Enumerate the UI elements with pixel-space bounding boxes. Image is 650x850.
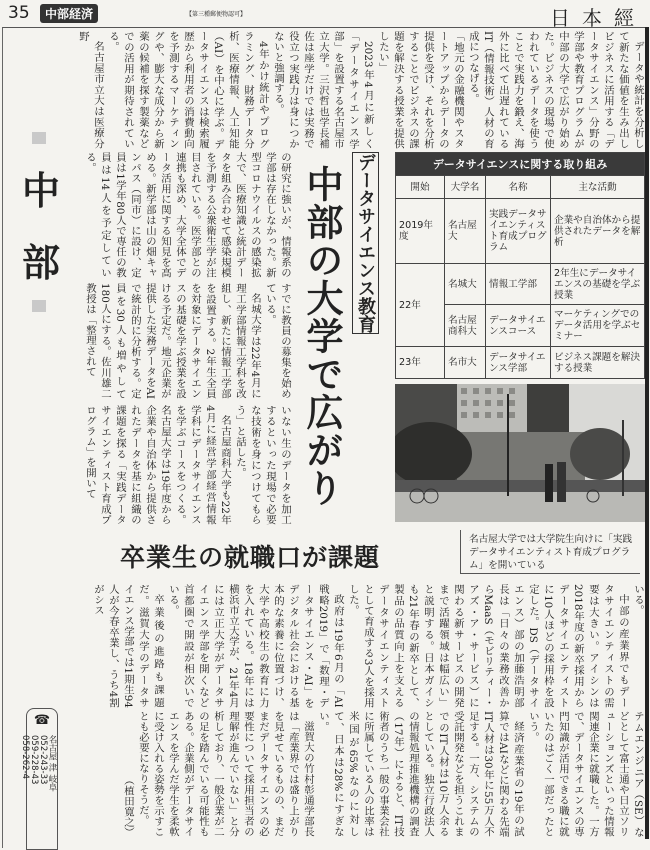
phone-labels: 名古屋 津 岐阜: [47, 735, 57, 792]
cell-activity: 企業や自治体から提供されたデータを解析: [551, 199, 645, 264]
cell-activity: マーケティングでのデータ活用を学ぶセミナー: [551, 305, 645, 347]
cell-name: 情報工学部: [486, 264, 551, 305]
paragraph: の研究に強いが、情報系の学部は存在しなかった。新型コロナウイルスの感染拡大で、医療知識と統計データを組み合わせて感染規模を予測する公衆衛生学が注目されている。医学部との連携も深め、大学全体でデータ活用に関する知見を高める。新学部は山の畑キャンパス（同市）に設け、定員は1学年80人で専任の教員は14人を予定している。: [84, 152, 291, 278]
paragraph: 卒業後の進路も課題だ。滋賀大学のデータサイエンス学部では1期生94人が今春卒業し、うち4割がシス: [92, 584, 164, 708]
cell-start: 22年: [396, 264, 445, 347]
campus-photo: [395, 384, 645, 522]
region-label: 部: [22, 240, 61, 285]
paragraph: 経済産業省の19年の試算ではAIなどに関わる先端IT人材は30年に55万人不足する。一方、システムの受託開発などを担うこれまでのIT人材は10万人余るとしている。独立行政法人の情報処理推進機構の調査（17年）によると、IT技術者のうち一般の事業会社に所属している人の比率は米国が65%なのに対して、日本は28%にすぎない。: [317, 711, 524, 837]
cell-activity: 2年生にデータサイエンスの基礎を学ぶ授業: [551, 264, 645, 305]
masthead: 日本經: [550, 6, 646, 30]
section-badge: 中部経済: [40, 4, 98, 23]
cell-name: データサイエンス学部: [486, 347, 551, 379]
kicker: データサイエンス教育: [352, 152, 379, 334]
paragraph: 政府は19年6月の「AI戦略2019」で「数理・データサイエンス・AI」をデジタル社会における基本的な素養に位置づけ、大学や高校生の教育に力を入れている。18年には横浜市立大学が、21年4月には立正大学がデータサイエンス学部を開くなど首都圏で開設が相次いでいる。: [167, 584, 344, 708]
table-row: [396, 199, 645, 264]
initiatives-table: [395, 152, 645, 379]
paragraph: データや統計を分析して新たな価値を生み出しビジネスに活用する「データサイエンス」分野の学部や教育プログラムが中部の大学で広がり始めた。ビジネスの現場で使われているデータを使うことで実践力を鍛え、海外に比べて出遅れているIT（情報技術）人材の育成につなげる。: [467, 31, 644, 149]
photo-caption: 名古屋大学では大学院生向けに「実践データサイエンティスト育成プログラム」を開いている: [460, 530, 640, 574]
paragraph: テムエンジニア（SE）などとして富士通や日立ソリューションズといった情報関連企業に就職した。一方で、データサイエンスの専門知識が活用できる職に就いたのはごく一部だったという。: [527, 711, 644, 837]
cell-start: 2019年度: [396, 199, 445, 264]
col-header: 主な活動: [551, 176, 645, 199]
phone-box: [20, 708, 58, 850]
cell-univ: 名古屋商科大: [445, 305, 486, 347]
postal-note: 【第三種郵便物認可】: [186, 11, 247, 18]
cell-start: 23年: [396, 347, 445, 379]
telephone-icon: ☎: [33, 713, 51, 728]
cell-univ: 名市大: [445, 347, 486, 379]
region-label: 中: [22, 168, 61, 213]
paragraph: 中部の産業界でもデータサイエンティストの需要は大きい。アイシンは2018年度の新卒採用からデータサイエンティストに10人ほどの採用枠を設定した。DS（データサイエンス）部の加藤浩明部長は「日々の業務改善からMaaS（モビリティー・アズ・ア・サービス）に関わる新サービスの開発まで活躍領域は幅広い」と説明する。日本ガイシも21年春の新卒として、製品の品質向上を支えるデータサイエンティストとして育成する3人を採用した。: [347, 584, 629, 708]
sidebar-bar: [32, 132, 46, 144]
col-header: 開始: [396, 176, 445, 199]
phone-nagoya: 052-243-33: [38, 735, 48, 785]
phone-numbers: [20, 735, 56, 791]
article-body-bottom-2: [64, 711, 645, 837]
article-body-top: [64, 31, 645, 149]
paragraph: いない生のデータを加工するといった現場で必要な技術を身につけてもらう」と話した。: [234, 405, 291, 525]
table-title: データサイエンスに関する取り組み: [396, 153, 645, 176]
col-header: 大学名: [445, 176, 486, 199]
cell-name: データサイエンスコース: [486, 305, 551, 347]
paragraph: 名古屋市立大は医療分野: [77, 31, 104, 149]
article-body-row-c: [64, 405, 292, 525]
paragraph: 2023年4月に新しく「データサイエンス学部」を設置する名古屋市立大学。三沢哲也学長補佐は座学だけでは実務で役立つ実践力は身につかないと強調する。: [272, 31, 374, 149]
paragraph: すでに教員の募集を始めている。: [264, 283, 291, 399]
table-row: [396, 347, 645, 379]
sidebar-bar: [32, 300, 46, 312]
cell-univ: 名城大: [445, 264, 486, 305]
cell-activity: ビジネス課題を解決する授業: [551, 347, 645, 379]
page-number: 35: [8, 3, 30, 23]
photo-image: [395, 384, 645, 522]
article-body-row-a: [64, 152, 292, 278]
col-header: 名称: [486, 176, 551, 199]
phone-gifu: 058-262-4: [20, 735, 30, 779]
byline: （植田寛之）: [122, 774, 134, 837]
headline: 中部の大学で広がり: [300, 165, 344, 507]
subheadline: 卒業生の就職口が課題: [120, 543, 381, 572]
paragraph: いる。: [632, 584, 644, 616]
table-row: [396, 264, 645, 305]
paragraph: 名古屋商科大学も22年4月に経営学部経営情報学科にデータサイエンスを学ぶコースをつくる。名古屋大学は19年度から企業や自治体から提供されたデータを基に組織の課題を探る「実践データサイエンティスト育成プログラム」を開いて: [84, 405, 231, 525]
cell-name: 実践データサイエンティスト育成プログラム: [486, 199, 551, 264]
paragraph: 滋賀大の竹村彰通学部長は「産業界では盛り上がりを見せているものの、まだまだデータサイエンスの必要性について採用担当者の理解が進んでいない」と分析しており、一般企業が二の足を踏んでいる可能性もある。企業側がデータサイエンスを学んだ学生を柔軟に受け入れる姿勢を示すことも必要になりそうだ。: [137, 711, 314, 837]
phone-tsu: 059-228-43: [29, 735, 39, 785]
paragraph: 名城大学は22年4月に理工学部情報工学科を改組し、新たに情報工学部を設置する。2年生全員を対象にデータサイエンスの基礎を学ぶ授業を設ける予定だ。地元企業が提供した実務データをAIで統計的に分析する。定員を30人も増やして180人にする。佐川雄二教授は「整理されて: [84, 283, 261, 399]
column-rule: [645, 27, 649, 839]
cell-univ: 名古屋大: [445, 199, 486, 264]
paragraph: 4年かけ統計やプログラミング、財務データ分析、医療情報、人工知能（AI）を中心に学ぶ。データサイエンスは検索履歴から利用者の消費動向を予測するマーケティングや、膨大な成分から新薬の候補を探す製薬などでの活用が期待されている。: [107, 31, 269, 149]
paragraph: 「地元の金融機関やスタートアップからデータの提供を受け、それを分析することでビジネスの課題を解決する授業を提供したい」: [377, 31, 464, 149]
article-body-bottom-1: [64, 584, 645, 708]
article-body-row-b: [64, 283, 292, 399]
